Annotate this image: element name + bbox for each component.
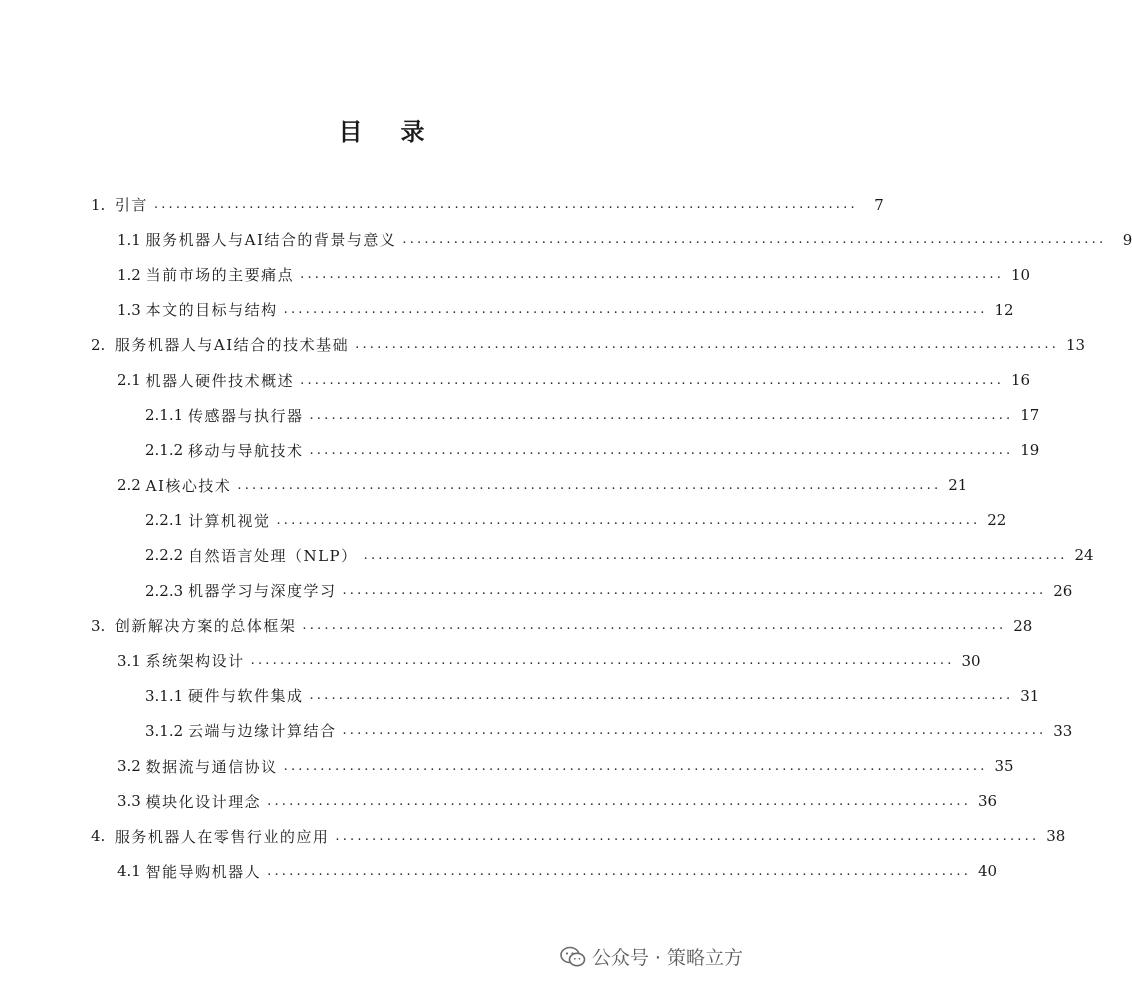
toc-label: 移动与导航技术: [187, 441, 304, 460]
toc-page: 17: [1020, 406, 1040, 425]
toc-page: 24: [1074, 546, 1094, 565]
toc-label: 传感器与执行器: [187, 406, 304, 425]
toc-leader: ................................................................................................: [283, 758, 988, 774]
title-char-1: 目: [338, 118, 365, 146]
toc-label: 硬件与软件集成: [187, 687, 304, 706]
toc-leader: ................................................................................................: [250, 653, 955, 669]
toc-number: 2.1: [117, 371, 146, 390]
toc-entry[interactable]: [117, 784, 998, 819]
toc-number: 3.1: [117, 651, 146, 670]
toc-leader: ................................................................................................: [309, 407, 1014, 423]
toc-number: 1.1: [117, 230, 146, 249]
toc-leader: ................................................................................................: [283, 302, 988, 318]
toc-page: 12: [994, 300, 1014, 319]
toc-number: 1.2: [117, 265, 146, 284]
toc-entry[interactable]: [117, 362, 1031, 397]
toc-entry[interactable]: [117, 643, 981, 678]
toc-label: 本文的目标与结构: [145, 301, 278, 320]
toc-entry[interactable]: [91, 187, 884, 222]
toc-label: AI核心技术: [145, 476, 232, 495]
toc-number: 4.: [91, 827, 115, 846]
toc-page: 10: [1010, 265, 1031, 284]
toc-page: 38: [1046, 827, 1066, 846]
toc-label: 创新解决方案的总体框架: [114, 617, 297, 636]
toc-label: 服务机器人在零售行业的应用: [114, 827, 330, 846]
toc-page: 16: [1010, 371, 1031, 390]
toc-number: 2.2.1: [145, 511, 188, 530]
table-of-contents: [0, 187, 1132, 889]
toc-label: 当前市场的主要痛点: [145, 266, 295, 285]
toc-page: 21: [948, 476, 968, 495]
toc-number: 4.1: [117, 862, 146, 881]
toc-leader: ................................................................................................: [300, 267, 1005, 283]
toc-leader: ................................................................................................: [237, 477, 942, 493]
toc-number: 3.1.2: [145, 721, 188, 740]
toc-entry[interactable]: [117, 468, 968, 503]
toc-page: 7: [874, 195, 884, 214]
toc-leader: ................................................................................................: [302, 618, 1007, 634]
toc-entry[interactable]: [117, 749, 1014, 784]
toc-page: 13: [1065, 335, 1086, 354]
toc-entry[interactable]: [91, 608, 1033, 643]
toc-label: 机器人硬件技术概述: [145, 371, 295, 390]
toc-label: 服务机器人与AI结合的背景与意义: [145, 231, 397, 250]
watermark: [560, 943, 743, 970]
toc-page: 9: [1122, 230, 1132, 249]
toc-leader: ................................................................................................: [300, 372, 1005, 388]
toc-label: 系统架构设计: [145, 652, 245, 671]
toc-number: 1.3: [117, 300, 146, 319]
toc-number: 2.1.2: [145, 441, 188, 460]
toc-entry[interactable]: [117, 257, 1031, 292]
toc-label: 机器学习与深度学习: [187, 582, 337, 601]
toc-leader: ................................................................................................: [276, 512, 981, 528]
toc-page: 19: [1020, 441, 1040, 460]
toc-number: 3.3: [117, 792, 146, 811]
toc-entry[interactable]: [117, 854, 998, 889]
watermark-text: 公众号 · 策略立方: [591, 947, 743, 969]
toc-entry[interactable]: [91, 327, 1086, 362]
toc-entry[interactable]: [145, 433, 1040, 468]
toc-page: 36: [977, 792, 998, 811]
toc-entry[interactable]: [91, 819, 1066, 854]
toc-entry[interactable]: [145, 573, 1073, 608]
toc-number: 2.2.2: [145, 546, 188, 565]
toc-entry[interactable]: [145, 398, 1040, 433]
toc-page: 22: [987, 511, 1007, 530]
toc-label: 服务机器人与AI结合的技术基础: [114, 336, 350, 355]
toc-label: 数据流与通信协议: [145, 757, 278, 776]
toc-page: 30: [961, 651, 981, 670]
toc-leader: ................................................................................................: [342, 583, 1047, 599]
toc-number: 2.: [91, 335, 115, 354]
toc-leader: ................................................................................................: [342, 723, 1047, 739]
toc-leader: ................................................................................................: [355, 337, 1060, 353]
toc-number: 3.2: [117, 757, 146, 776]
toc-entry[interactable]: [145, 503, 1007, 538]
toc-label: 智能导购机器人: [145, 862, 262, 881]
toc-number: 2.2: [117, 476, 146, 495]
toc-entry[interactable]: [145, 678, 1040, 713]
wechat-icon: [560, 946, 586, 968]
toc-number: 3.: [91, 616, 115, 635]
toc-leader: ................................................................................................: [309, 688, 1014, 704]
toc-page: 33: [1053, 721, 1073, 740]
toc-leader: ................................................................................................: [363, 547, 1068, 563]
toc-entry[interactable]: [145, 713, 1073, 748]
toc-entry[interactable]: [117, 292, 1014, 327]
page-title: [0, 112, 765, 147]
toc-leader: ................................................................................................: [267, 793, 972, 809]
toc-leader: ................................................................................................: [267, 863, 972, 879]
toc-number: 2.1.1: [145, 406, 188, 425]
toc-leader: ................................................................................................: [309, 442, 1014, 458]
toc-entry[interactable]: [117, 222, 1132, 257]
toc-page: 26: [1053, 581, 1073, 600]
title-char-2: 录: [400, 118, 427, 146]
toc-leader: ................................................................................................: [335, 828, 1040, 844]
toc-page: 31: [1020, 686, 1040, 705]
toc-label: 引言: [114, 196, 148, 215]
toc-page: 35: [994, 757, 1014, 776]
toc-number: 1.: [91, 195, 115, 214]
toc-entry[interactable]: [145, 538, 1094, 573]
toc-leader: ................................................................................................: [153, 197, 858, 213]
toc-page: 28: [1013, 616, 1033, 635]
toc-label: 自然语言处理（NLP）: [187, 546, 358, 565]
toc-leader: ................................................................................................: [402, 232, 1107, 248]
toc-page: 40: [977, 862, 998, 881]
toc-label: 计算机视觉: [187, 511, 271, 530]
toc-label: 模块化设计理念: [145, 792, 262, 811]
toc-number: 3.1.1: [145, 686, 188, 705]
toc-label: 云端与边缘计算结合: [187, 722, 337, 741]
toc-number: 2.2.3: [145, 581, 188, 600]
